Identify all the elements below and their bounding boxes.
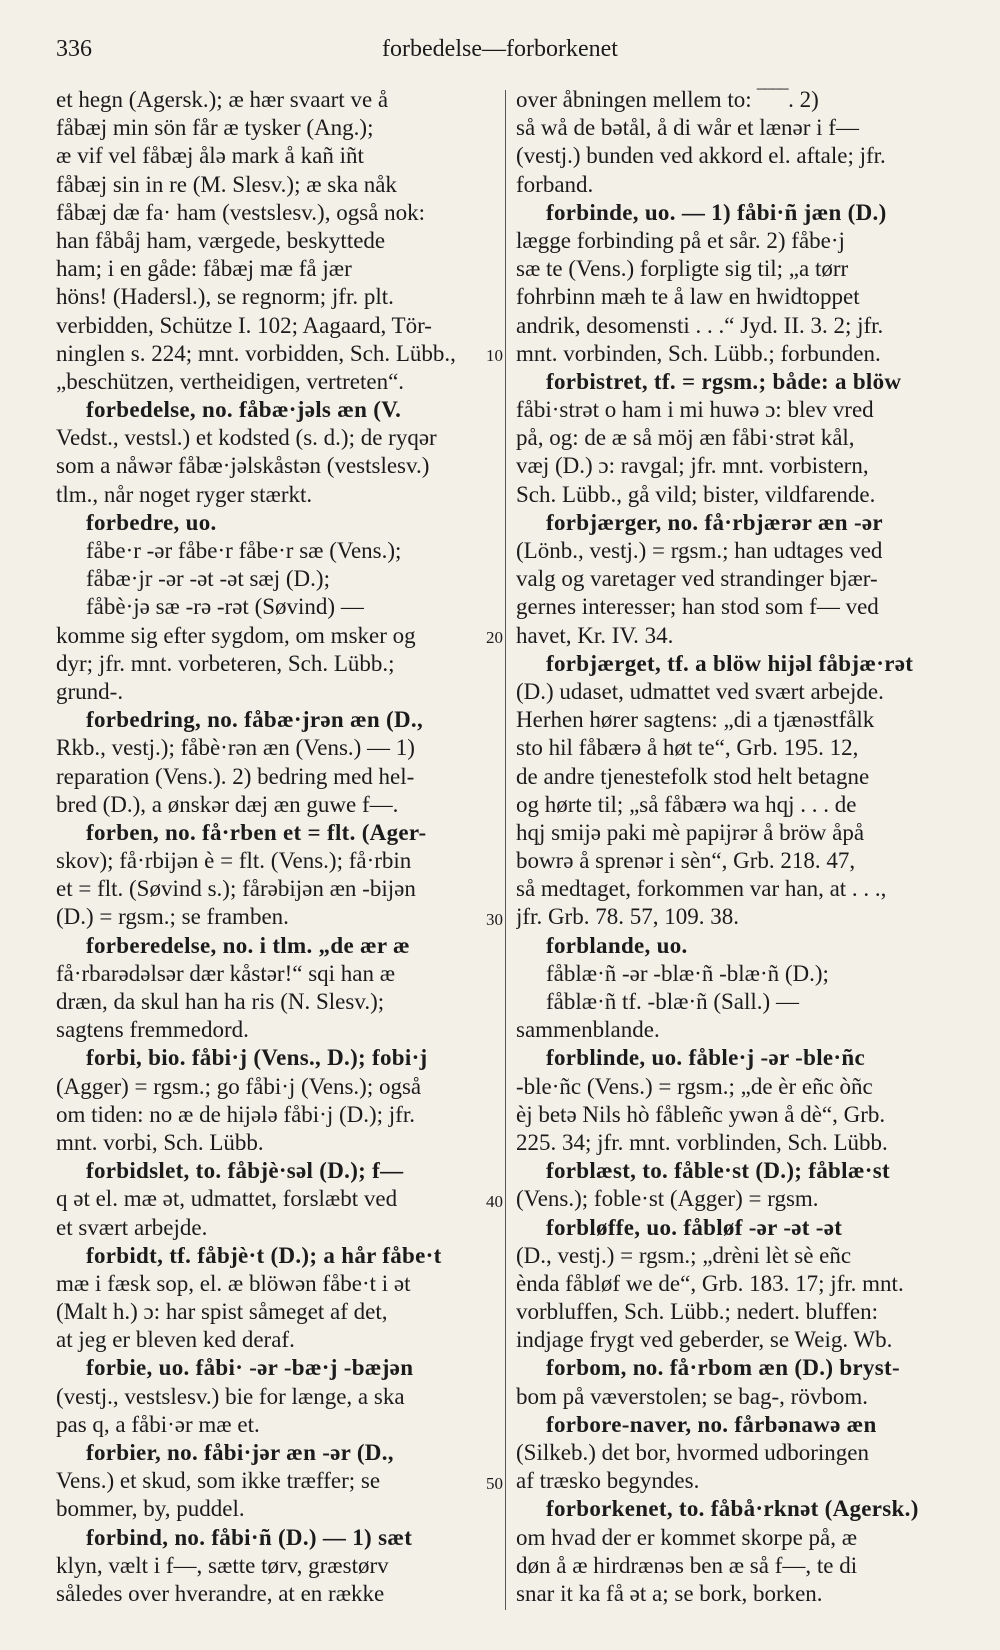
right-column-text-line: 225. 34; jfr. mnt. vorblinden, Sch. Lübb. xyxy=(516,1129,888,1155)
page-number: 336 xyxy=(56,36,92,62)
right-column-text-line: (D.) udaset, udmattet ved svært arbejde. xyxy=(516,678,884,704)
left-column-text-line: ninglen s. 224; mnt. vorbidden, Sch. Lübb., xyxy=(56,340,456,366)
line-number: 40 xyxy=(486,1191,503,1211)
right-column-text-line: vorbluffen, Sch. Lübb.; nedert. bluffen: xyxy=(516,1299,878,1325)
left-column-headword-line: forbind, no. fåbi·ñ (D.) — 1) sæt xyxy=(86,1524,413,1550)
left-column-text-line: (Agger) = rgsm.; go fåbi·j (Vens.); også xyxy=(56,1073,422,1099)
right-column-text-line: fåbi·strət o ham i mi huwə ɔ: blev vred xyxy=(516,397,874,423)
left-column-text-line: dræn, da skul han ha ris (N. Slesv.); xyxy=(56,989,385,1014)
left-column-text-line: fåbæj dæ fa· ham (vestslesv.), også nok: xyxy=(56,199,425,225)
right-column-headword-line: forbinde, uo. — 1) fåbi·ñ jæn (D.) xyxy=(546,199,887,225)
right-column-text-line: havet, Kr. IV. 34. xyxy=(516,622,674,648)
left-column-text-line: reparation (Vens.). 2) bedring med hel- xyxy=(56,763,415,789)
left-column-text-line: få·rbarədəlsər dær kåstər!“ sqi han æ xyxy=(56,960,396,986)
left-column xyxy=(56,86,494,1608)
left-column-headword-line: forbedre, uo. xyxy=(86,509,217,535)
left-column-text-line: Rkb., vestj.); fåbè·rən æn (Vens.) — 1) xyxy=(56,735,415,761)
left-column-text-line: fåbè·jə sæ -rə -rət (Søvind) — xyxy=(86,594,364,620)
left-column-text-line: at jeg er bleven ked deraf. xyxy=(56,1327,295,1353)
right-column-headword-line: forbjærget, tf. a blöw hijəl fåbjæ·rət xyxy=(546,650,914,676)
right-column-text-line: fohrbinn mæh te å law en hwidtoppet xyxy=(516,284,860,310)
right-column-text-line: de andre tjenestefolk stod helt betagne xyxy=(516,763,870,789)
line-number: 30 xyxy=(486,909,503,929)
right-column-text-line: èj betə Nils hò fåbleñc ywən å dè“, Grb. xyxy=(516,1101,886,1127)
left-column-text-line: som a nåwər fåbæ·jəlskåstən (vestslesv.) xyxy=(56,453,430,479)
right-column-text-line: så wå de bətål, å di wår et lænər i f— xyxy=(516,115,859,141)
right-column-text-line: sto hil fåbærə å høt te“, Grb. 195. 12, xyxy=(516,735,859,761)
left-column-text-line: q ət el. mæ ət, udmattet, forslæbt ved xyxy=(56,1186,398,1212)
left-column-text-line: tlm., når noget ryger stærkt. xyxy=(56,481,313,507)
right-column-text-line: (D., vestj.) = rgsm.; „drèni lèt sè eñc xyxy=(516,1242,852,1268)
left-column-text-line: Vedst., vestsl.) et kodsted (s. d.); de ryqər xyxy=(56,425,437,451)
left-column-text-line: (D.) = rgsm.; se framben. xyxy=(56,904,289,930)
page-header xyxy=(56,28,944,68)
right-column-text-line: forband. xyxy=(516,171,594,197)
right-column-headword-line: forborkenet, to. fåbå·rknət (Agersk.) xyxy=(546,1496,919,1522)
left-column-text-line: (Malt h.) ɔ: har spist såmeget af det, xyxy=(56,1299,388,1325)
left-column-headword-line: forbidslet, to. fåbjè·səl (D.); f— xyxy=(86,1158,404,1184)
left-column-text-line: fåbæj sin in re (M. Slesv.); æ ska nåk xyxy=(56,171,397,197)
left-column-text-line: fåbæj min sön får æ tysker (Ang.); xyxy=(56,115,374,141)
line-number: 50 xyxy=(486,1473,503,1493)
right-column-text-line: ènda fåbløf we de“, Grb. 183. 17; jfr. mnt. xyxy=(516,1270,904,1296)
right-column-text-line: sæ te (Vens.) forpligte sig til; „a tørr xyxy=(516,256,849,282)
right-column-text-line: fåblæ·ñ -ər -blæ·ñ -blæ·ñ (D.); xyxy=(546,960,829,986)
left-column-text-line: verbidden, Schütze I. 102; Aagaard, Tör- xyxy=(56,312,432,338)
right-column-headword-line: forblæst, to. fåble·st (D.); fåblæ·st xyxy=(546,1158,890,1184)
right-column-text-line: Herhen hører sagtens: „di a tjænəstfålk xyxy=(516,707,875,733)
left-column-headword-line: forberedelse, no. i tlm. „de ær æ xyxy=(86,932,410,958)
left-column-text-line: han fåbåj ham, værgede, beskyttede xyxy=(56,227,386,253)
left-column-text-line: Vens.) et skud, som ikke træffer; se xyxy=(56,1468,381,1494)
right-column-text-line: væj (D.) ɔ: ravgal; jfr. mnt. vorbistern, xyxy=(516,453,869,479)
line-number: 20 xyxy=(486,627,503,647)
left-column-text-line: et hegn (Agersk.); æ hær svaart ve å xyxy=(56,87,389,112)
left-column-headword-line: forbedelse, no. fåbæ·jəls æn (V. xyxy=(86,397,402,423)
right-column xyxy=(516,86,952,1608)
left-column-text-line: om tiden: no æ de hijələ fåbi·j (D.); jfr. xyxy=(56,1101,415,1127)
left-column-text-line: skov); få·rbijən è = flt. (Vens.); få·rbin xyxy=(56,848,412,874)
left-column-text-line: grund-. xyxy=(56,678,124,704)
right-column-text-line: sammenblande. xyxy=(516,1017,660,1043)
right-column-text-line: valg og varetager ved strandinger bjær- xyxy=(516,566,878,592)
left-column-headword-line: forben, no. få·rben et = flt. (Ager- xyxy=(86,819,427,845)
left-column-text-line: dyr; jfr. mnt. vorbeteren, Sch. Lübb.; xyxy=(56,650,395,676)
right-column-text-line: og hørte til; „så fåbærə wa hqj . . . de xyxy=(516,791,857,817)
left-column-headword-line: forbedring, no. fåbæ·jrən æn (D., xyxy=(86,707,424,733)
right-column-text-line: indjage frygt ved geberder, se Weig. Wb. xyxy=(516,1327,893,1353)
right-column-headword-line: forbistret, tf. = rgsm.; både: a blöw xyxy=(546,368,902,394)
left-column-headword-line: forbi, bio. fåbi·j (Vens., D.); fobi·j xyxy=(86,1045,428,1071)
left-column-text-line: et = flt. (Søvind s.); fårəbijən æn -bijən xyxy=(56,876,416,902)
right-column-text-line: lægge forbinding på et sår. 2) fåbe·j xyxy=(516,227,845,253)
right-column-text-line: over åbningen mellem to: ‾‾‾‾. 2) xyxy=(516,87,819,112)
right-column-headword-line: forbore-naver, no. fårbənawə æn xyxy=(546,1411,877,1437)
right-column-headword-line: forbom, no. få·rbom æn (D.) bryst- xyxy=(546,1355,900,1381)
left-column-text-line: klyn, vælt i f—, sætte tørv, græstørv xyxy=(56,1552,389,1578)
left-column-text-line: et svært arbejde. xyxy=(56,1214,208,1240)
left-column-text-line: fåbe·r -ər fåbe·r fåbe·r sæ (Vens.); xyxy=(86,538,402,563)
right-column-text-line: gernes interesser; han stod som f— ved xyxy=(516,594,879,620)
right-column-text-line: andrik, desomensti . . .“ Jyd. II. 3. 2; jfr. xyxy=(516,312,884,338)
right-column-text-line: mnt. vorbinden, Sch. Lübb.; forbunden. xyxy=(516,340,881,366)
right-column-text-line: -ble·ñc (Vens.) = rgsm.; „de èr eñc òñc xyxy=(516,1073,873,1099)
left-column-text-line: bommer, by, puddel. xyxy=(56,1496,245,1522)
right-column-text-line: af træsko begyndes. xyxy=(516,1468,700,1494)
left-column-text-line: bred (D.), a ønskər dæj æn guwe f—. xyxy=(56,791,399,817)
column-divider xyxy=(505,90,506,1610)
right-column-text-line: bowrə å sprenər i sèn“, Grb. 218. 47, xyxy=(516,848,856,874)
left-column-text-line: „beschützen, vertheidigen, vertreten“. xyxy=(56,368,405,394)
line-number: 10 xyxy=(486,345,503,365)
left-column-text-line: pas q, a fåbi·ər mæ et. xyxy=(56,1411,260,1437)
right-column-text-line: (Silkeb.) det bor, hvormed udboringen xyxy=(516,1440,869,1465)
right-column-headword-line: forbjærger, no. få·rbjærər æn -ər xyxy=(546,509,883,535)
right-column-text-line: jfr. Grb. 78. 57, 109. 38. xyxy=(516,904,739,930)
right-column-text-line: om hvad der er kommet skorpe på, æ xyxy=(516,1524,858,1550)
right-column-text-line: (vestj.) bunden ved akkord el. aftale; jfr. xyxy=(516,143,886,169)
right-column-text-line: Sch. Lübb., gå vild; bister, vildfarende. xyxy=(516,481,876,507)
right-column-headword-line: forblande, uo. xyxy=(546,932,688,958)
left-column-text-line: höns! (Hadersl.), se regnorm; jfr. plt. xyxy=(56,284,394,310)
left-column-text-line: æ vif vel fåbæj ålə mark å kañ iñt xyxy=(56,143,364,169)
left-column-text-line: ham; i en gåde: fåbæj mæ få jær xyxy=(56,256,352,282)
right-column-headword-line: forblinde, uo. fåble·j -ər -ble·ñc xyxy=(546,1045,865,1071)
left-column-text-line: mæ i fæsk sop, el. æ blöwən fåbe·t i ət xyxy=(56,1270,411,1296)
running-title: forbedelse—forborkenet xyxy=(382,36,618,62)
left-column-text-line: mnt. vorbi, Sch. Lübb. xyxy=(56,1129,264,1155)
right-column-text-line: (Lönb., vestj.) = rgsm.; han udtages ved xyxy=(516,538,883,563)
left-column-text-line: (vestj., vestslesv.) bie for længe, a ska xyxy=(56,1383,405,1409)
left-column-text-line: komme sig efter sygdom, om msker og xyxy=(56,622,416,648)
left-column-text-line: sagtens fremmedord. xyxy=(56,1017,249,1043)
left-column-text-line: fåbæ·jr -ər -ət -ət sæj (D.); xyxy=(86,566,330,592)
right-column-text-line: snar it ka få ət a; se bork, borken. xyxy=(516,1580,823,1606)
right-column-text-line: hqj smijə paki mè papijrər å bröw åpå xyxy=(516,819,865,845)
right-column-text-line: fåblæ·ñ tf. -blæ·ñ (Sall.) — xyxy=(546,989,799,1014)
left-column-headword-line: forbier, no. fåbi·jər æn -ər (D., xyxy=(86,1440,394,1465)
right-column-text-line: bom på væverstolen; se bag-, rövbom. xyxy=(516,1383,868,1409)
left-column-text-line: således over hverandre, at en række xyxy=(56,1580,385,1606)
right-column-headword-line: forbløffe, uo. fåbløf -ər -ət -ət xyxy=(546,1214,843,1240)
right-column-text-line: så medtaget, forkommen var han, at . . ., xyxy=(516,876,887,902)
right-column-text-line: (Vens.); foble·st (Agger) = rgsm. xyxy=(516,1186,819,1212)
left-column-headword-line: forbie, uo. fåbi· -ər -bæ·j -bæjən xyxy=(86,1355,414,1381)
right-column-text-line: på, og: de æ så möj æn fåbi·strət kål, xyxy=(516,425,855,451)
right-column-text-line: døn å æ hirdrænəs ben æ så f—, te di xyxy=(516,1552,858,1578)
left-column-headword-line: forbidt, tf. fåbjè·t (D.); a hår fåbe·t xyxy=(86,1242,442,1268)
